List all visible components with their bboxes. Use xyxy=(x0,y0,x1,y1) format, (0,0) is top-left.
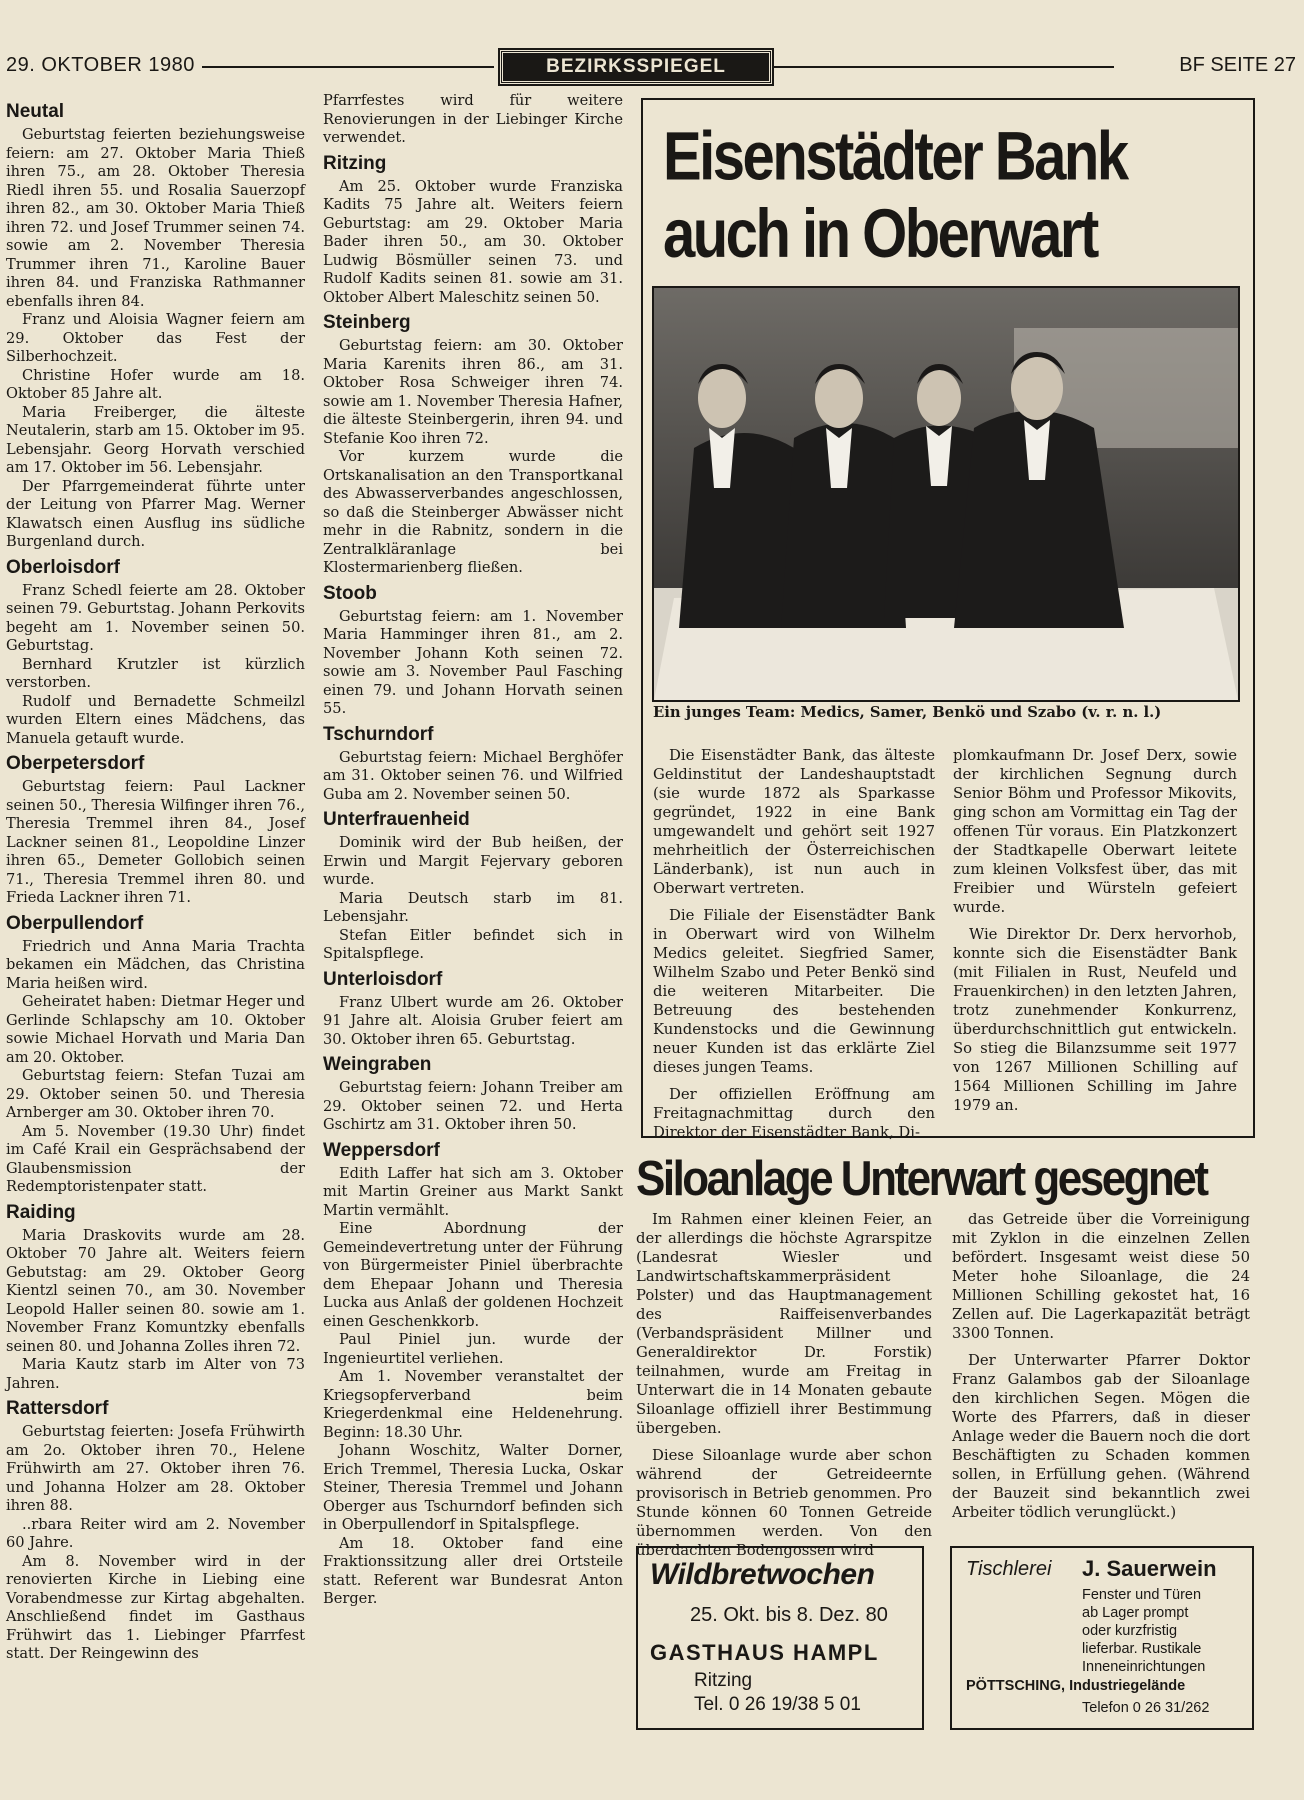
page-number: BF SEITE 27 xyxy=(1179,54,1296,76)
header-rule-left xyxy=(202,66,494,68)
article-paragraph: Im Rahmen einer kleinen Feier, an der allerdings die höchste Agrarspitze (Landesrat Wiesler und Landwirtschaftskammerpräsident Polster) und das Hauptmanagement des Raiffeisenverbandes (Verbandspräsident Millner und Generaldirektor Dr. Forstik) teilnahmen, wurde am Freitag in Unterwart die in 14 Monaten gebaute Siloanlage offiziell ihrer Bestimmung übergeben. xyxy=(636,1211,932,1437)
locality-heading: Oberpullendorf xyxy=(6,912,144,934)
news-paragraph: Maria Draskovits wurde am 28. Oktober 70 Jahre alt. Weiters feiern Gebutstag: am 29. Oktober Georg Kientzl seinen 70., am 30. November Leopold Haller seinen 80. sowie am 1. November Franz Komuntzky ebenfalls seinen 80. und Johanna Zolles ihren 72. xyxy=(6,1226,305,1355)
news-paragraph: ..rbara Reiter wird am 2. November 60 Jahre. xyxy=(6,1515,305,1551)
news-paragraph: Edith Laffer hat sich am 3. Oktober mit Martin Greiner aus Markt Sankt Martin vermählt. xyxy=(323,1164,623,1219)
ad2-tel: Telefon 0 26 31/262 xyxy=(1082,1700,1210,1716)
news-paragraph: Bernhard Krutzler ist kürzlich verstorben. xyxy=(6,655,305,691)
news-paragraph: Maria Deutsch starb im 81. Lebensjahr. xyxy=(323,889,623,925)
news-paragraph: Geburtstag feiern: Johann Treiber am 29. Oktober seinen 72. und Herta Gschirtz am 31. Oktober ihren 50. xyxy=(323,1079,623,1133)
bank-article-col-left xyxy=(653,746,935,1150)
news-paragraph: Am 5. November (19.30 Uhr) findet im Café Krail ein Gesprächsabend der Glaubensmission der Redemptoristenpater statt. xyxy=(6,1122,305,1195)
news-paragraph: Maria Freiberger, die älteste Neutalerin, starb am 15. Oktober im 95. Lebensjahr. Georg Horvath verschied am 17. Oktober im 56. Lebensjahr. xyxy=(6,403,305,476)
ad1-name: GASTHAUS HAMPL xyxy=(650,1640,879,1665)
news-paragraph: Geburtstag feiern: Stefan Tuzai am 29. Oktober seinen 50. und Theresia Arnberger am 30. Oktober ihren 70. xyxy=(6,1067,305,1121)
ad1-place: Ritzing xyxy=(694,1670,753,1691)
news-paragraph: Dominik wird der Bub heißen, der Erwin und Margit Fejervary geboren wurde. xyxy=(323,834,623,888)
bank-headline-line-2: auch in Oberwart xyxy=(663,195,1097,273)
silo-headline: Siloanlage Unterwart gesegnet xyxy=(636,1151,1207,1206)
news-paragraph: Geburtstag feiern: am 1. November Maria Hamminger ihren 81., am 2. November Johann Koth seinen 72. sowie am 3. November Paul Fasching einen 79. und Johann Horvath seinen 55. xyxy=(323,607,623,717)
news-paragraph: Rudolf und Bernadette Schmeilzl wurden Eltern eines Mädchens, das Manuela getauft wurde. xyxy=(6,692,305,747)
news-paragraph: Stefan Eitler befindet sich in Spitalspflege. xyxy=(323,926,623,962)
locality-heading: Steinberg xyxy=(323,312,411,333)
section-title: BEZIRKSSPIEGEL xyxy=(500,50,772,84)
ad2-service-line: Fenster und Türen xyxy=(1082,1587,1202,1603)
ad-tischlerei xyxy=(950,1546,1254,1730)
news-paragraph: Franz Schedl feierte am 28. Oktober seinen 79. Geburtstag. Johann Perkovits begeht am 1. November seinen 50. Geburtstag. xyxy=(6,581,305,654)
locality-heading: Unterfrauenheid xyxy=(323,809,470,830)
ad2-name: J. Sauerwein xyxy=(1082,1556,1217,1581)
news-paragraph: Johann Woschitz, Walter Dorner, Erich Tremmel, Theresia Lucka, Oskar Steiner, Theresia Tremmel und Johann Oberger aus Tschurndorf befinden sich in Oberpullendorf in Spitalspflege. xyxy=(323,1442,623,1533)
page-header xyxy=(0,52,1304,86)
news-paragraph: Am 25. Oktober wurde Franziska Kadits 75 Jahre alt. Weiters feiern Geburtstag: am 29. Oktober Maria Bader ihren 50., am 30. Oktober Ludwig Bösmüller seinen 73. und Rudolf Kadits seinen 81. sowie am 31. Oktober Albert Maleschitz seinen 50. xyxy=(323,177,623,306)
ad2-service-line: ab Lager prompt xyxy=(1082,1605,1189,1621)
locality-heading: Unterloisdorf xyxy=(323,968,443,990)
bank-article-col-right xyxy=(953,746,1237,1123)
news-paragraph: Geburtstag feiern: Michael Berghöfer am 31. Oktober seinen 76. und Wilfried Guba am 2. November seinen 50. xyxy=(323,748,623,803)
news-paragraph: Christine Hofer wurde am 18. Oktober 85 Jahre alt. xyxy=(6,366,305,402)
locality-heading: Oberpetersdorf xyxy=(6,753,145,774)
news-paragraph: Geheiratet haben: Dietmar Heger und Gerlinde Schlapschy am 10. Oktober sowie Michael Horvath und Maria Dan am 20. Oktober. xyxy=(6,993,305,1066)
ad2-label: Tischlerei xyxy=(966,1558,1052,1580)
local-news-column-2 xyxy=(323,92,623,1609)
header-rule-right xyxy=(772,66,1114,68)
locality-heading: Rattersdorf xyxy=(6,1398,109,1419)
ad2-service-line: Inneneinrichtungen xyxy=(1082,1659,1206,1675)
silo-article-col-right xyxy=(952,1210,1250,1530)
article-paragraph: Wie Direktor Dr. Derx hervorhob, konnte sich die Eisenstädter Bank (mit Filialen in Rust, Neufeld und Frauenkirchen) in den letzten Jahren, trotz zunehmender Konkurrenz, überdurchschnittlich gut entwickeln. So stieg die Bilanzsumme seit 1977 von 1267 Millionen Schilling auf 1564 Millionen Schilling im Jahre 1979 an. xyxy=(953,926,1237,1114)
news-paragraph: Paul Piniel jun. wurde der Ingenieurtitel verliehen. xyxy=(323,1331,623,1367)
news-paragraph: Geburtstag feiern: am 30. Oktober Maria Karenits ihren 86., am 31. Oktober Rosa Schweiger ihren 74. sowie am 1. November Theresia Hafner, die älteste Steinbergerin, ihren 94. und Stefanie Koo ihren 72. xyxy=(323,337,623,447)
news-paragraph: Friedrich und Anna Maria Trachta bekamen ein Mädchen, das Christina Maria heißen wird. xyxy=(6,937,305,992)
article-paragraph: Der Unterwarter Pfarrer Doktor Franz Galambos gab der Siloanlage den kirchlichen Segen. Mögen die Worte des Pfarrers, daß in dieser Anlage weder die Bauern noch die dort Beschäftigten zu Schaden kommen sollen, in Erfüllung gehen. (Während der Bauzeit sind bekanntlich zwei Arbeiter tödlich verunglückt.) xyxy=(952,1352,1250,1521)
local-news-column-1 xyxy=(6,96,305,1664)
photo-caption: Ein junges Team: Medics, Samer, Benkö und Szabo (v. r. n. l.) xyxy=(653,704,1162,721)
article-paragraph: Die Eisenstädter Bank, das älteste Geldinstitut der Landeshauptstadt (sie wurde 1872 als Sparkasse gegründet, 1922 in eine Bank umgewandelt und gehört seit 1927 mehrheitlich der Österreichischen Länderbank), ist nun auch in Oberwart vertreten. xyxy=(653,747,935,897)
article-paragraph: Diese Siloanlage wurde aber schon während der Getreideernte provisorisch in Betrieb genommen. Pro Stunde können 60 Tonnen Getreide übernommen werden. Von den überdachten Bodengossen wird xyxy=(636,1447,932,1559)
locality-heading: Neutal xyxy=(6,101,65,122)
locality-heading: Oberloisdorf xyxy=(6,556,121,578)
bank-headline xyxy=(663,118,1253,274)
article-paragraph: das Getreide über die Vorreinigung mit Zyklon in die einzelnen Zellen befördert. Insgesamt weist diese 50 Meter hohe Siloanlage, die 24 Millionen Schilling gekostet hat, 16 Zellen auf. Die Lagerkapazität beträgt 3300 Tonnen. xyxy=(952,1211,1250,1342)
news-paragraph: Eine Abordnung der Gemeindevertretung unter der Führung von Bürgermeister Piniel überbrachte dem Ehepaar Johann und Theresia Lucka aus Anlaß der goldenen Hochzeit einen Geschenkkorb. xyxy=(323,1220,623,1330)
locality-heading: Ritzing xyxy=(323,152,387,174)
team-photo xyxy=(652,286,1240,702)
locality-heading: Stoob xyxy=(323,582,377,604)
locality-heading: Tschurndorf xyxy=(323,723,434,745)
news-paragraph: Geburtstag feierten: Josefa Frühwirth am 2o. Oktober ihren 70., Helene Frühwirth am 27. Oktober ihren 76. und Johanna Holzer am 28. Oktober ihren 88. xyxy=(6,1423,305,1514)
silo-article-col-left xyxy=(636,1210,932,1568)
ad1-title: Wildbretwochen xyxy=(650,1558,875,1591)
bank-article xyxy=(641,98,1255,1141)
ad2-address: PÖTTSCHING, Industriegelände xyxy=(966,1678,1186,1694)
news-paragraph: Maria Kautz starb im Alter von 73 Jahren. xyxy=(6,1356,305,1392)
ad1-tel: Tel. 0 26 19/38 5 01 xyxy=(694,1694,861,1715)
news-paragraph: Geburtstag feiern: Paul Lackner seinen 50., Theresia Wilfinger ihren 76., Theresia Tremmel ihren 84., Josef Lackner seinen 81., Leopoldine Linzer ihren 65., Demeter Gollobich seinen 71., Theresia Tremmel ihren 80. und Frieda Lackner ihren 71. xyxy=(6,778,305,906)
news-paragraph: Geburtstag feierten beziehungsweise feiern: am 27. Oktober Maria Thieß ihren 75., am 28. Oktober Theresia Riedl ihren 55. und Rosalia Sauerzopf ihren 82., am 30. Oktober Maria Thieß ihren 72. und Josef Trummer seinen 74. sowie am 2. November Theresia Trummer ihren 71., Karoline Bauer ihren 84. und Franziska Rathmanner ebenfalls ihren 84. xyxy=(6,126,305,310)
article-paragraph: Der offiziellen Eröffnung am Freitagnachmittag durch den Direktor der Eisenstädter Bank, Di- xyxy=(653,1086,935,1141)
ad2-service-line: oder kurzfristig xyxy=(1082,1623,1178,1639)
news-paragraph: Franz und Aloisia Wagner feiern am 29. Oktober das Fest der Silberhochzeit. xyxy=(6,311,305,365)
ad-wildbretwochen xyxy=(636,1546,924,1730)
ad2-service-line: lieferbar. Rustikale xyxy=(1082,1641,1202,1657)
news-paragraph: Am 1. November veranstaltet der Kriegsopferverband beim Kriegerdenkmal eine Heldenehrung. Beginn: 18.30 Uhr. xyxy=(323,1368,623,1441)
news-paragraph: Franz Ulbert wurde am 26. Oktober 91 Jahre alt. Aloisia Gruber feiert am 30. Oktober ihren 65. Geburtstag. xyxy=(323,993,623,1048)
news-paragraph: Pfarrfestes wird für weitere Renovierungen in der Liebinger Kirche verwendet. xyxy=(323,92,623,146)
issue-date: 29. OKTOBER 1980 xyxy=(6,54,195,76)
bank-headline-line-1: Eisenstädter Bank xyxy=(663,118,1127,195)
news-paragraph: Am 18. Oktober fand eine Fraktionssitzung aller drei Ortsteile statt. Referent war Bundesrat Anton Berger. xyxy=(323,1534,623,1607)
team-photo-image xyxy=(654,288,1238,700)
locality-heading: Raiding xyxy=(6,1201,76,1223)
locality-heading: Weingraben xyxy=(323,1054,432,1075)
ad2-services xyxy=(1082,1586,1205,1676)
article-paragraph: Die Filiale der Eisenstädter Bank in Oberwart wird von Wilhelm Medics geleitet. Siegfried Samer, Wilhelm Szabo und Peter Benkö sind die weiteren Mitarbeiter. Die Betreuung des bestehenden Kundenstocks und die Gewinnung neuer Kunden ist das erklärte Ziel dieses jungen Teams. xyxy=(653,907,935,1076)
news-paragraph: Am 8. November wird in der renovierten Kirche in Liebing eine Vorabendmesse zur Kirtag abgehalten. Anschließend findet im Gasthaus Frühwirt das 1. Liebinger Pfarrfest statt. Der Reingewinn des xyxy=(6,1552,305,1662)
news-paragraph: Vor kurzem wurde die Ortskanalisation an den Transportkanal des Abwasserverbandes angeschlossen, so daß die Steinberger Abwässer nicht mehr in die Rabnitz, sondern in die Zentralkläranlage bei Klostermarienberg fließen. xyxy=(323,448,623,576)
news-paragraph: Der Pfarrgemeinderat führte unter der Leitung von Pfarrer Mag. Werner Klawatsch einen Ausflug ins südliche Burgenland durch. xyxy=(6,477,305,550)
locality-heading: Weppersdorf xyxy=(323,1139,440,1161)
article-paragraph: plomkaufmann Dr. Josef Derx, sowie der kirchlichen Segnung durch Senior Böhm und Professor Mikovits, ging schon am Vormittag ein Tag der offenen Tür voraus. Ein Platzkonzert der Stadtkapelle Oberwart leitete zum kleinen Volksfest über, das mit Freibier und Würsteln gefeiert wurde. xyxy=(953,747,1237,916)
ad1-dates: 25. Okt. bis 8. Dez. 80 xyxy=(690,1604,888,1626)
